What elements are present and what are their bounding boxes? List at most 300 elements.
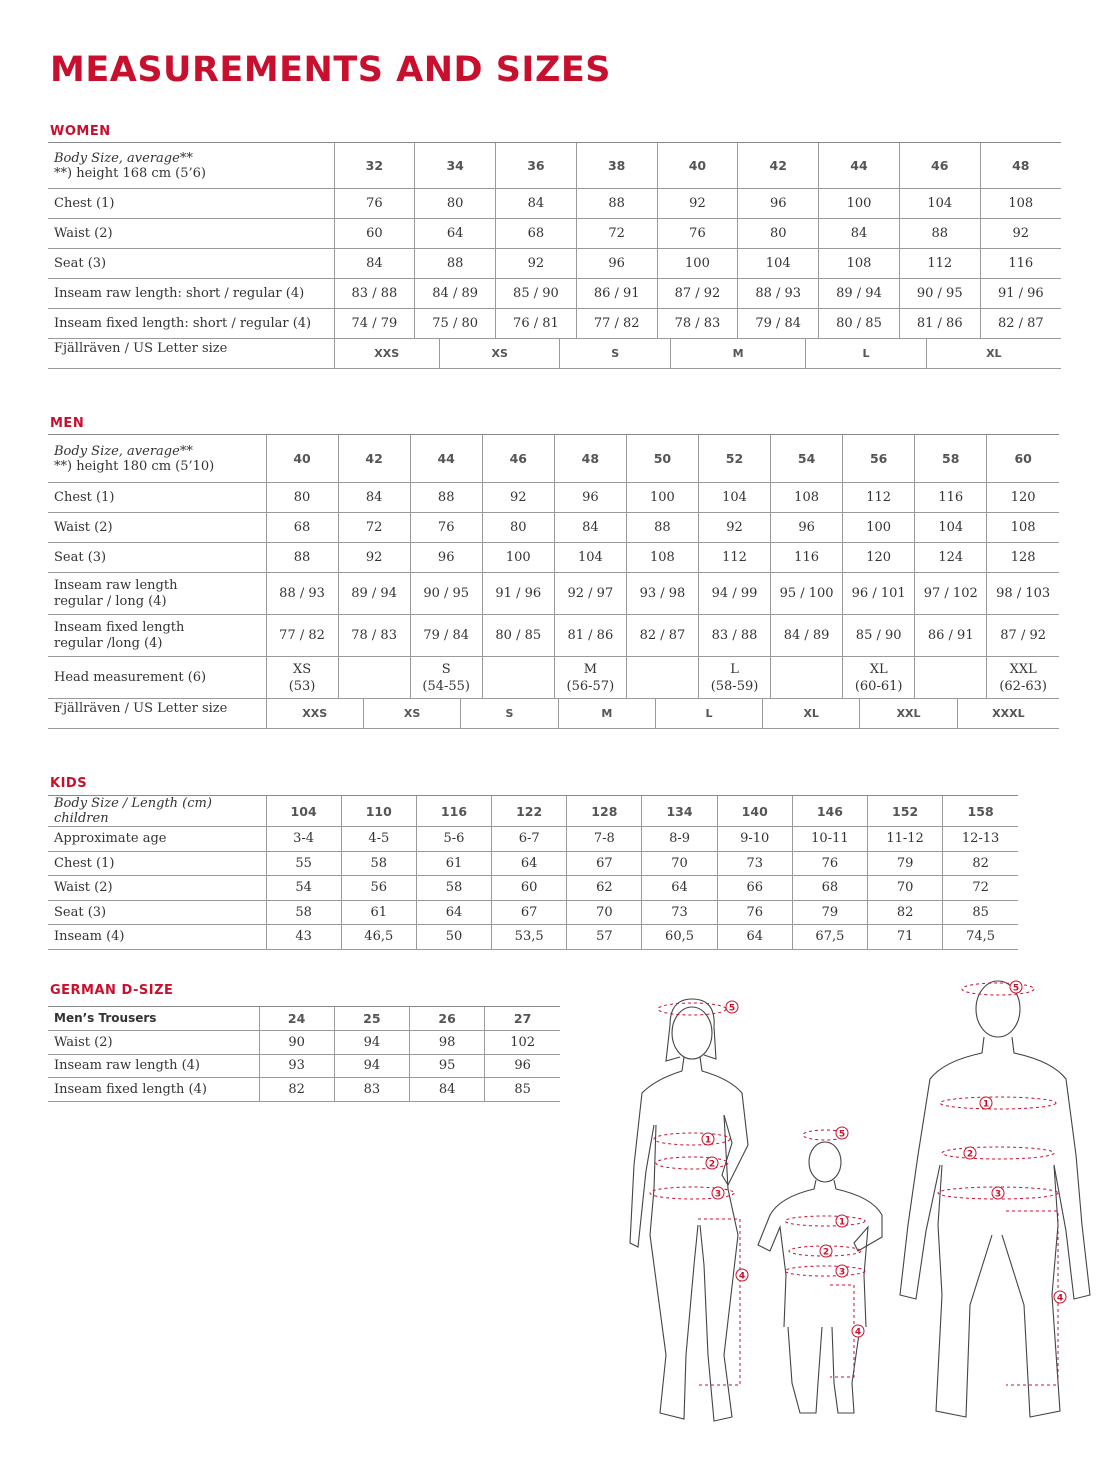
table-cell: 88 bbox=[410, 483, 482, 513]
head-range: (53) bbox=[288, 678, 316, 694]
table-header-row bbox=[48, 796, 1018, 827]
size-header: 24 bbox=[259, 1007, 334, 1031]
letter-size-strip bbox=[267, 699, 1060, 728]
size-header: 42 bbox=[738, 143, 819, 189]
table-cell: 70 bbox=[567, 900, 642, 925]
men-heading: MEN bbox=[50, 416, 85, 431]
row-label bbox=[48, 699, 266, 729]
marker-number: 2 bbox=[966, 1149, 974, 1160]
header-label-note: **) height 180 cm (5’10) bbox=[54, 458, 215, 474]
row-label-text: Inseam (4) bbox=[54, 929, 125, 945]
table-cell: 43 bbox=[266, 925, 341, 950]
table-row bbox=[48, 249, 1061, 279]
table-cell: 53,5 bbox=[492, 925, 567, 950]
table-cell: 72 bbox=[338, 513, 410, 543]
table-cell: 90 / 95 bbox=[410, 573, 482, 615]
table-cell: 97 / 102 bbox=[915, 573, 987, 615]
table-cell: 96 bbox=[554, 483, 626, 513]
table-cell: 98 / 103 bbox=[987, 573, 1059, 615]
table-cell: 116 bbox=[915, 483, 987, 513]
header-label-text: Men’s Trousers bbox=[54, 1011, 157, 1025]
size-header: 40 bbox=[657, 143, 738, 189]
head-range: (54-55) bbox=[422, 678, 470, 694]
table-cell: 76 bbox=[657, 219, 738, 249]
row-label bbox=[48, 219, 334, 249]
table-cell: 87 / 92 bbox=[657, 279, 738, 309]
letter-size: L bbox=[655, 699, 762, 728]
size-header: 38 bbox=[576, 143, 657, 189]
table-cell: 64 bbox=[492, 851, 567, 876]
row-label-text: Fjällräven / US Letter size bbox=[54, 341, 228, 356]
table-cell: 83 / 88 bbox=[698, 615, 770, 657]
table-cell: 112 bbox=[899, 249, 980, 279]
size-header: 128 bbox=[567, 796, 642, 827]
letter-size-strip bbox=[335, 339, 1062, 368]
row-label-text: Approximate age bbox=[54, 831, 167, 847]
table-cell: 12-13 bbox=[943, 827, 1018, 852]
table-cell: 108 bbox=[771, 483, 843, 513]
table-cell: 92 bbox=[482, 483, 554, 513]
head-size: XXL bbox=[1009, 661, 1037, 677]
table-cell: 72 bbox=[943, 876, 1018, 901]
header-label-line: Body Size, average** bbox=[54, 443, 193, 459]
letter-size: XXL bbox=[859, 699, 956, 728]
head-cell bbox=[771, 657, 843, 699]
table-cell: 84 bbox=[496, 189, 577, 219]
table-cell: 85 bbox=[485, 1078, 560, 1102]
size-header: 36 bbox=[496, 143, 577, 189]
table-cell: 100 bbox=[657, 249, 738, 279]
size-header: 134 bbox=[642, 796, 717, 827]
table-cell: 82 bbox=[259, 1078, 334, 1102]
marker-number: 3 bbox=[714, 1189, 722, 1200]
table-cell: 66 bbox=[717, 876, 792, 901]
table-cell: 108 bbox=[819, 249, 900, 279]
table-cell: 73 bbox=[717, 851, 792, 876]
table-cell: 95 / 100 bbox=[771, 573, 843, 615]
row-label bbox=[48, 615, 266, 657]
table-cell: 112 bbox=[698, 543, 770, 573]
table-cell: 92 bbox=[698, 513, 770, 543]
size-header: 52 bbox=[698, 435, 770, 483]
table-cell: 92 bbox=[657, 189, 738, 219]
row-label-line: Inseam raw length bbox=[54, 577, 178, 593]
table-cell: 84 bbox=[554, 513, 626, 543]
table-cell: 78 / 83 bbox=[657, 309, 738, 339]
table-cell: 116 bbox=[771, 543, 843, 573]
letter-size: M bbox=[670, 339, 805, 368]
table-cell: 86 / 91 bbox=[576, 279, 657, 309]
table-cell: 92 / 97 bbox=[554, 573, 626, 615]
table-cell: 84 bbox=[819, 219, 900, 249]
size-header: 42 bbox=[338, 435, 410, 483]
table-cell: 96 bbox=[410, 543, 482, 573]
table-header-row bbox=[48, 1007, 560, 1031]
row-label bbox=[48, 543, 266, 573]
table-row bbox=[48, 827, 1018, 852]
table-cell: 83 bbox=[334, 1078, 409, 1102]
table-cell: 84 bbox=[334, 249, 415, 279]
table-row bbox=[48, 851, 1018, 876]
table-cell: 79 / 84 bbox=[738, 309, 819, 339]
size-header: 40 bbox=[266, 435, 338, 483]
row-label-text: Waist (2) bbox=[54, 880, 113, 896]
head-range: (56-57) bbox=[566, 678, 615, 694]
size-header: 122 bbox=[492, 796, 567, 827]
table-cell: 94 bbox=[334, 1031, 409, 1055]
table-cell: 89 / 94 bbox=[338, 573, 410, 615]
marker-number: 4 bbox=[738, 1271, 746, 1282]
table-cell: 88 bbox=[576, 189, 657, 219]
table-cell: 78 / 83 bbox=[338, 615, 410, 657]
head-range: (62-63) bbox=[999, 678, 1047, 694]
head-size: S bbox=[441, 661, 451, 677]
head-cell bbox=[626, 657, 698, 699]
row-label-text: Inseam raw length: short / regular (4) bbox=[54, 286, 305, 301]
size-header: 26 bbox=[410, 1007, 485, 1031]
size-header: 158 bbox=[943, 796, 1018, 827]
row-label bbox=[48, 925, 266, 950]
table-cell: 64 bbox=[642, 876, 717, 901]
table-cell: 91 / 96 bbox=[482, 573, 554, 615]
table-cell: 92 bbox=[496, 249, 577, 279]
table-cell: 72 bbox=[576, 219, 657, 249]
size-header: 34 bbox=[415, 143, 496, 189]
size-header: 54 bbox=[771, 435, 843, 483]
table-cell: 84 bbox=[410, 1078, 485, 1102]
table-cell: 88 bbox=[899, 219, 980, 249]
table-row bbox=[48, 309, 1061, 339]
table-cell: 7-8 bbox=[567, 827, 642, 852]
table-cell: 92 bbox=[980, 219, 1061, 249]
size-header: 116 bbox=[416, 796, 491, 827]
row-label-text: Seat (3) bbox=[54, 904, 107, 920]
head-cell bbox=[698, 657, 770, 699]
table-cell: 112 bbox=[843, 483, 915, 513]
row-label-text: Waist (2) bbox=[54, 226, 113, 241]
row-label bbox=[48, 189, 334, 219]
letter-size: XXXL bbox=[957, 699, 1059, 728]
letter-size: XXS bbox=[302, 707, 328, 720]
table-cell: 74,5 bbox=[943, 925, 1018, 950]
letter-size-cell bbox=[334, 339, 1061, 369]
marker-number: 2 bbox=[708, 1159, 716, 1170]
table-row bbox=[48, 925, 1018, 950]
size-header: 146 bbox=[792, 796, 867, 827]
letter-size: XL bbox=[762, 699, 859, 728]
table-cell: 104 bbox=[554, 543, 626, 573]
row-label bbox=[48, 851, 266, 876]
letter-size: M bbox=[558, 699, 655, 728]
table-cell: 67 bbox=[492, 900, 567, 925]
row-label bbox=[48, 339, 334, 369]
size-header: 46 bbox=[899, 143, 980, 189]
size-header: 56 bbox=[843, 435, 915, 483]
letter-size-row bbox=[48, 699, 1059, 729]
table-row bbox=[48, 189, 1061, 219]
header-label-text: Body Size / Length (cm) children bbox=[54, 796, 212, 826]
marker-number: 1 bbox=[982, 1099, 990, 1110]
table-row bbox=[48, 1054, 560, 1078]
header-label bbox=[48, 435, 266, 483]
row-label bbox=[48, 876, 266, 901]
table-cell: 84 bbox=[338, 483, 410, 513]
table-row bbox=[48, 900, 1018, 925]
body-measurement-figures bbox=[620, 975, 1100, 1435]
woman-figure bbox=[630, 999, 748, 1421]
table-cell: 58 bbox=[341, 851, 416, 876]
size-header: 32 bbox=[334, 143, 415, 189]
head-size: L bbox=[730, 661, 739, 677]
table-cell: 76 bbox=[792, 851, 867, 876]
letter-size: S bbox=[460, 699, 557, 728]
table-cell: 80 bbox=[266, 483, 338, 513]
head-range: (58-59) bbox=[710, 678, 759, 694]
table-cell: 108 bbox=[987, 513, 1059, 543]
row-label-text: Inseam fixed length (4) bbox=[54, 1081, 207, 1097]
marker-number: 3 bbox=[838, 1267, 846, 1278]
row-label bbox=[48, 513, 266, 543]
table-cell: 8-9 bbox=[642, 827, 717, 852]
head-cell bbox=[987, 657, 1059, 699]
table-cell: 100 bbox=[819, 189, 900, 219]
head-range: (60-61) bbox=[854, 678, 903, 694]
table-cell: 128 bbox=[987, 543, 1059, 573]
table-cell: 82 / 87 bbox=[980, 309, 1061, 339]
letter-size: XL bbox=[926, 339, 1061, 368]
table-cell: 116 bbox=[980, 249, 1061, 279]
row-label bbox=[48, 249, 334, 279]
table-cell: 76 bbox=[717, 900, 792, 925]
table-cell: 80 bbox=[415, 189, 496, 219]
letter-size-cell bbox=[266, 699, 1059, 729]
table-cell: 96 bbox=[738, 189, 819, 219]
letter-size: XXS bbox=[374, 347, 400, 360]
table-cell: 90 / 95 bbox=[899, 279, 980, 309]
header-label bbox=[48, 796, 266, 827]
head-cell bbox=[338, 657, 410, 699]
table-cell: 94 / 99 bbox=[698, 573, 770, 615]
table-cell: 11-12 bbox=[868, 827, 943, 852]
table-row bbox=[48, 483, 1059, 513]
row-label-text: Waist (2) bbox=[54, 1034, 113, 1050]
size-header: 50 bbox=[626, 435, 698, 483]
table-cell: 77 / 82 bbox=[266, 615, 338, 657]
table-cell: 81 / 86 bbox=[554, 615, 626, 657]
table-cell: 104 bbox=[915, 513, 987, 543]
kids-heading: KIDS bbox=[50, 776, 88, 791]
table-cell: 82 / 87 bbox=[626, 615, 698, 657]
table-cell: 76 / 81 bbox=[496, 309, 577, 339]
header-label-note: **) height 168 cm (5’6) bbox=[54, 165, 206, 181]
girl-figure bbox=[758, 1142, 882, 1413]
table-cell: 77 / 82 bbox=[576, 309, 657, 339]
size-header: 48 bbox=[554, 435, 626, 483]
table-cell: 88 / 93 bbox=[266, 573, 338, 615]
table-cell: 86 / 91 bbox=[915, 615, 987, 657]
table-cell: 60 bbox=[492, 876, 567, 901]
table-cell: 93 / 98 bbox=[626, 573, 698, 615]
letter-size: L bbox=[805, 339, 925, 368]
size-header: 152 bbox=[868, 796, 943, 827]
table-cell: 89 / 94 bbox=[819, 279, 900, 309]
row-label-text: Inseam raw length (4) bbox=[54, 1058, 200, 1074]
head-cell bbox=[843, 657, 915, 699]
table-cell: 71 bbox=[868, 925, 943, 950]
table-cell: 5-6 bbox=[416, 827, 491, 852]
marker-number: 2 bbox=[822, 1247, 830, 1258]
table-cell: 120 bbox=[843, 543, 915, 573]
header-label-line: Body Size, average** bbox=[54, 150, 193, 166]
letter-size-row bbox=[48, 339, 1061, 369]
marker-number: 5 bbox=[1012, 983, 1020, 994]
table-cell: 68 bbox=[496, 219, 577, 249]
head-size: XL bbox=[869, 661, 888, 677]
table-row bbox=[48, 279, 1061, 309]
table-cell: 100 bbox=[482, 543, 554, 573]
marker-number: 1 bbox=[838, 1217, 846, 1228]
table-row bbox=[48, 876, 1018, 901]
table-cell: 82 bbox=[868, 900, 943, 925]
row-label-text: Fjällräven / US Letter size bbox=[54, 701, 228, 716]
table-cell: 50 bbox=[416, 925, 491, 950]
row-label-text: Seat (3) bbox=[54, 550, 107, 565]
table-cell: 58 bbox=[416, 876, 491, 901]
table-cell: 64 bbox=[415, 219, 496, 249]
marker-number: 4 bbox=[1056, 1293, 1064, 1304]
table-cell: 54 bbox=[266, 876, 341, 901]
table-cell: 61 bbox=[416, 851, 491, 876]
table-cell: 87 / 92 bbox=[987, 615, 1059, 657]
table-row bbox=[48, 543, 1059, 573]
table-cell: 64 bbox=[416, 900, 491, 925]
table-cell: 79 bbox=[792, 900, 867, 925]
german-heading: GERMAN D-SIZE bbox=[50, 983, 174, 998]
women-heading: WOMEN bbox=[50, 124, 111, 139]
marker-number: 1 bbox=[704, 1135, 712, 1146]
row-label bbox=[48, 1078, 259, 1102]
table-cell: 73 bbox=[642, 900, 717, 925]
head-cell bbox=[915, 657, 987, 699]
size-header: 27 bbox=[485, 1007, 560, 1031]
table-cell: 58 bbox=[266, 900, 341, 925]
row-label-text: Chest (1) bbox=[54, 490, 115, 505]
women-size-table bbox=[48, 142, 1061, 369]
table-cell: 90 bbox=[259, 1031, 334, 1055]
size-header: 46 bbox=[482, 435, 554, 483]
table-cell: 9-10 bbox=[717, 827, 792, 852]
table-cell: 92 bbox=[338, 543, 410, 573]
row-label bbox=[48, 279, 334, 309]
head-size: XS bbox=[292, 661, 312, 677]
table-header-row bbox=[48, 143, 1061, 189]
table-cell: 91 / 96 bbox=[980, 279, 1061, 309]
table-cell: 80 / 85 bbox=[482, 615, 554, 657]
table-cell: 82 bbox=[943, 851, 1018, 876]
table-cell: 46,5 bbox=[341, 925, 416, 950]
head-cell bbox=[554, 657, 626, 699]
table-row bbox=[48, 573, 1059, 615]
table-cell: 80 bbox=[482, 513, 554, 543]
table-cell: 98 bbox=[410, 1031, 485, 1055]
table-cell: 100 bbox=[626, 483, 698, 513]
table-row bbox=[48, 615, 1059, 657]
table-cell: 84 / 89 bbox=[415, 279, 496, 309]
table-row bbox=[48, 1031, 560, 1055]
german-size-table bbox=[48, 1006, 560, 1102]
table-cell: 84 / 89 bbox=[771, 615, 843, 657]
table-cell: 102 bbox=[485, 1031, 560, 1055]
table-cell: 56 bbox=[341, 876, 416, 901]
row-label bbox=[48, 827, 266, 852]
size-header: 58 bbox=[915, 435, 987, 483]
head-cell bbox=[266, 657, 338, 699]
table-cell: 10-11 bbox=[792, 827, 867, 852]
table-cell: 79 / 84 bbox=[410, 615, 482, 657]
size-header: 44 bbox=[410, 435, 482, 483]
table-cell: 80 / 85 bbox=[819, 309, 900, 339]
table-cell: 96 / 101 bbox=[843, 573, 915, 615]
table-cell: 61 bbox=[341, 900, 416, 925]
row-label-line: regular /long (4) bbox=[54, 635, 163, 651]
row-label-text: Seat (3) bbox=[54, 256, 107, 271]
page-title: MEASUREMENTS AND SIZES bbox=[50, 50, 611, 90]
table-cell: 88 bbox=[266, 543, 338, 573]
row-label bbox=[48, 900, 266, 925]
table-cell: 6-7 bbox=[492, 827, 567, 852]
size-header: 104 bbox=[266, 796, 341, 827]
letter-size: XS bbox=[363, 699, 460, 728]
table-cell: 55 bbox=[266, 851, 341, 876]
head-cell bbox=[410, 657, 482, 699]
row-label-text: Chest (1) bbox=[54, 196, 115, 211]
men-size-table bbox=[48, 434, 1059, 729]
marker-number: 5 bbox=[728, 1003, 736, 1014]
table-cell: 68 bbox=[266, 513, 338, 543]
table-cell: 100 bbox=[843, 513, 915, 543]
table-cell: 4-5 bbox=[341, 827, 416, 852]
table-cell: 74 / 79 bbox=[334, 309, 415, 339]
letter-size: XS bbox=[439, 339, 559, 368]
marker-number: 5 bbox=[838, 1129, 846, 1140]
table-cell: 62 bbox=[567, 876, 642, 901]
row-label bbox=[48, 573, 266, 615]
table-cell: 108 bbox=[626, 543, 698, 573]
table-cell: 124 bbox=[915, 543, 987, 573]
table-cell: 104 bbox=[738, 249, 819, 279]
table-cell: 64 bbox=[717, 925, 792, 950]
table-cell: 70 bbox=[642, 851, 717, 876]
table-cell: 67,5 bbox=[792, 925, 867, 950]
row-label bbox=[48, 657, 266, 699]
row-label-text: Inseam fixed length: short / regular (4) bbox=[54, 316, 312, 331]
table-cell: 96 bbox=[576, 249, 657, 279]
kids-size-table bbox=[48, 795, 1018, 950]
table-cell: 68 bbox=[792, 876, 867, 901]
size-header: 110 bbox=[341, 796, 416, 827]
table-cell: 108 bbox=[980, 189, 1061, 219]
table-cell: 75 / 80 bbox=[415, 309, 496, 339]
size-header: 48 bbox=[980, 143, 1061, 189]
table-cell: 88 bbox=[415, 249, 496, 279]
table-cell: 79 bbox=[868, 851, 943, 876]
table-cell: 85 bbox=[943, 900, 1018, 925]
table-cell: 88 / 93 bbox=[738, 279, 819, 309]
table-row bbox=[48, 1078, 560, 1102]
table-cell: 76 bbox=[334, 189, 415, 219]
table-cell: 95 bbox=[410, 1054, 485, 1078]
size-header: 140 bbox=[717, 796, 792, 827]
